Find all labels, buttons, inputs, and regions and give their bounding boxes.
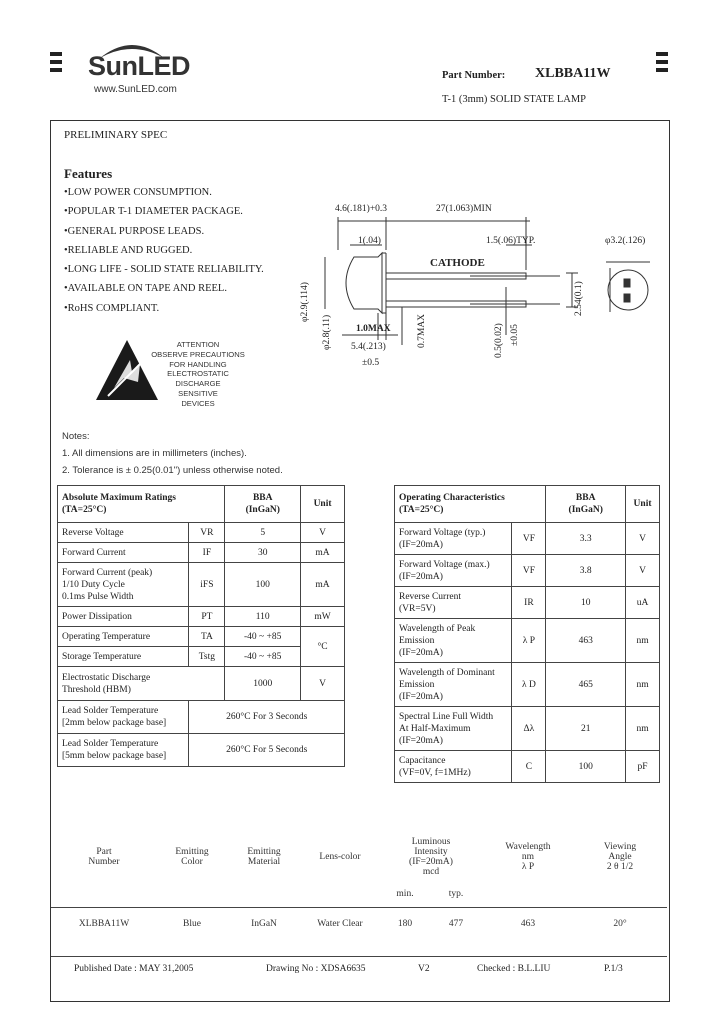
abs-max-table: [57, 485, 345, 767]
table-row: Wavelength of Dominant Emission (IF=20mA) λ D 465 nm: [395, 663, 660, 707]
table-row: Forward Voltage (typ.) (IF=20mA) VF 3.3 V: [395, 523, 660, 555]
part-table-divider: [51, 956, 667, 957]
footer-published: Published Date : MAY 31,2005: [74, 964, 194, 974]
logo: [50, 38, 200, 98]
table-row: Operating Characteristics (TA=25°C) BBA (InGaN) Unit: [395, 486, 660, 523]
table-row: Forward Voltage (max.) (IF=20mA) VF 3.8 V: [395, 555, 660, 587]
dim-body-dia: φ2.9(.114): [300, 282, 310, 322]
dim-07max: 0.7MAX: [417, 313, 427, 348]
logo-bar-icon: [50, 60, 62, 64]
note-item: 1. All dimensions are in millimeters (inches).: [62, 448, 247, 459]
logo-text: SunLED: [88, 51, 190, 81]
dim-lead-w: 0.5(0.02): [494, 323, 504, 358]
table-row: Capacitance (VF=0V, f=1MHz) C 100 pF: [395, 751, 660, 783]
header-bar-icon: [656, 68, 668, 72]
dim-lead-tol: ±0.05: [510, 324, 520, 346]
table-row: Part Number Emitting Color Emitting Material Lens-color Luminous Intensity (IF=20mA) mcd Wavelength nm λ P Viewing Angle 2 θ 1/2: [88, 837, 637, 877]
part-number: XLBBA11W: [535, 66, 611, 81]
footer-checked: Checked : B.L.LIU: [477, 964, 551, 974]
list-item: •LOW POWER CONSUMPTION.: [64, 187, 212, 198]
table-row: Absolute Maximum Ratings (TA=25°C) BBA (InGaN) Unit: [58, 486, 345, 523]
table-row: Operating Temperature TA -40 ~ +85 °C: [58, 627, 345, 647]
list-item: •POPULAR T-1 DIAMETER PACKAGE.: [64, 206, 243, 218]
table-row: Wavelength of Peak Emission (IF=20mA) λ P 463 nm: [395, 619, 660, 663]
note-item: 2. Tolerance is ± 0.25(0.01") unless otherwise noted.: [62, 465, 283, 476]
cathode-label: CATHODE: [430, 257, 485, 269]
op-char-table: [394, 485, 660, 783]
website: www.SunLED.com: [94, 84, 177, 95]
header-bar-icon: [656, 60, 668, 64]
dim-tol: ±0.5: [362, 358, 380, 368]
dim-lead-length: 4.6(.181)+0.3: [335, 204, 388, 214]
table-row: Power Dissipation PT 110 mW: [58, 607, 345, 627]
table-row: XLBBA11W Blue InGaN Water Clear 180 477 463 20°: [78, 919, 627, 929]
list-item: •AVAILABLE ON TAPE AND REEL.: [64, 283, 227, 295]
dim-typ: 1.5(.06)TYP.: [486, 236, 536, 246]
esd-text: ATTENTION OBSERVE PRECAUTIONS FOR HANDLING ELECTROSTATIC DISCHARGE SENSITIVE DEVICES: [151, 340, 245, 408]
table-row: Electrostatic Discharge Threshold (HBM) 1000 V: [58, 667, 345, 701]
features-list: [64, 183, 264, 318]
list-item: •LONG LIFE - SOLID STATE RELIABILITY.: [64, 264, 264, 276]
table-row: Reverse Current (VR=5V) IR 10 uA: [395, 587, 660, 619]
dim-flange: 1(.04): [358, 236, 381, 246]
footer-version: V2: [418, 964, 430, 974]
table-row: Reverse Voltage VR 5 V: [58, 523, 345, 543]
table-row: Lead Solder Temperature [2mm below package base] 260°C For 3 Seconds: [58, 701, 345, 734]
footer-page: P.1/3: [604, 964, 623, 974]
led-body: [346, 253, 382, 313]
list-item: •RELIABLE AND RUGGED.: [64, 244, 193, 256]
package-drawing: [310, 195, 665, 380]
spec-title: PRELIMINARY SPEC: [64, 129, 168, 141]
part-number-label: Part Number:: [442, 70, 506, 81]
dim-body-dia2: φ2.8(.11): [322, 314, 332, 350]
dim-pitch: 2.54(0.1): [574, 281, 584, 316]
footer-drawing: Drawing No : XDSA6635: [266, 964, 366, 974]
table-row: min. typ.: [396, 889, 464, 899]
part-table: [52, 832, 666, 942]
list-item: •GENERAL PURPOSE LEADS.: [64, 225, 205, 237]
table-row: Spectral Line Full Width At Half-Maximum (IF=20mA) Δλ 21 nm: [395, 707, 660, 751]
logo-bar-icon: [50, 52, 62, 56]
header-bar-icon: [656, 52, 668, 56]
dim-1max: 1.0MAX: [356, 324, 391, 334]
table-row: Forward Current (peak) 1/10 Duty Cycle 0.1ms Pulse Width iFS 100 mA: [58, 563, 345, 607]
dim-body-len: 5.4(.213): [351, 342, 386, 352]
table-row: Forward Current IF 30 mA: [58, 543, 345, 563]
table-row: Lead Solder Temperature [5mm below package base] 260°C For 5 Seconds: [58, 734, 345, 767]
logo-bar-icon: [50, 68, 62, 72]
dim-lead-min: 27(1.063)MIN: [436, 204, 492, 214]
list-item: •RoHS COMPLIANT.: [64, 302, 160, 314]
notes: [62, 428, 283, 479]
features-heading: Features: [64, 166, 113, 181]
subtitle: T-1 (3mm) SOLID STATE LAMP: [442, 94, 587, 105]
notes-title: Notes:: [62, 431, 90, 442]
dim-diameter: φ3.2(.126): [605, 236, 646, 246]
table-row: Storage Temperature Tstg -40 ~ +85: [58, 647, 345, 667]
